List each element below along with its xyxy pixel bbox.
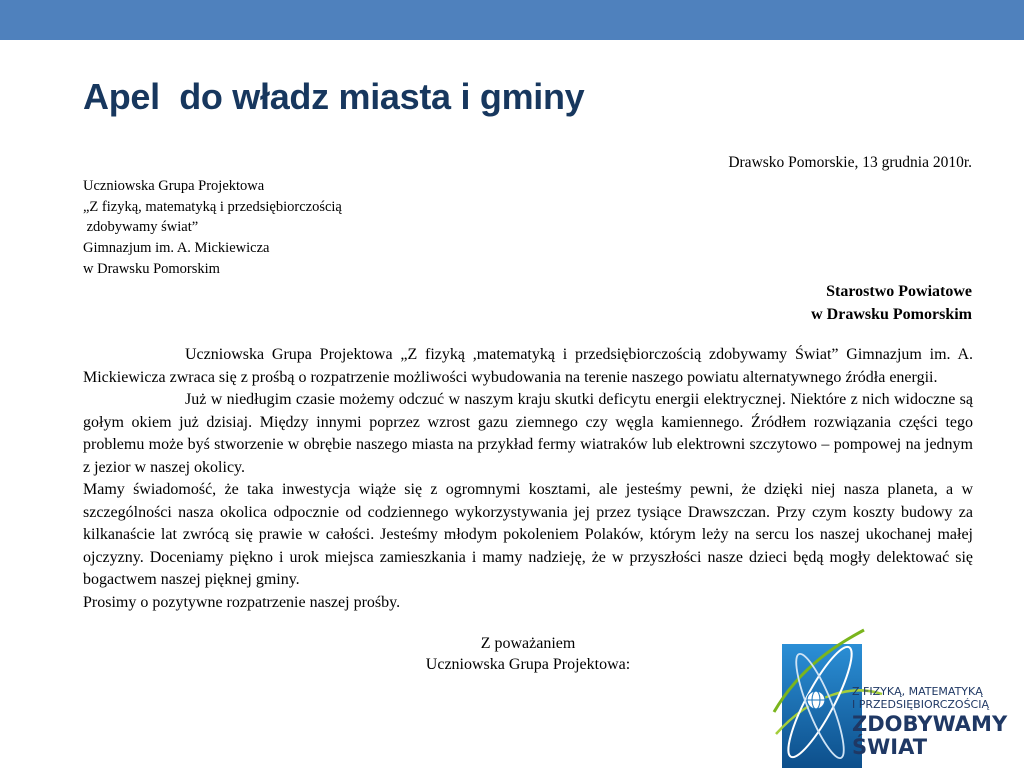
logo-headline-1: ZDOBYWAMY (852, 712, 1008, 736)
logo-tagline-1: Z FIZYKĄ, MATEMATYKĄ (852, 685, 983, 698)
sender-line: w Drawsku Pomorskim (83, 260, 220, 277)
logo-tagline-2: I PRZEDSIĘBIORCZOŚCIĄ (852, 698, 990, 711)
paragraph: Mamy świadomość, że taka inwestycja wiąże się z ogromnymi kosztami, ale jesteśmy pewni, że dzięki niej nasza planeta, a w szczególności nasza okolica odpocznie od codziennego wykorzystywania jej przez tysiące Drawszczan. Przy czym koszty budowy za kilkanaście lat zwrócą się prawie w całości. Jesteśmy młodym pokoleniem Polaków, którym leży na sercu los naszej ukochanej małej ojczyzny. Doceniamy piękno i urok miejsca zamieszkania i mamy nadzieję, że w przyszłości nasze dzieci będą mogły delektować się bogactwem naszej pięknej gminy. (83, 481, 973, 588)
sender-line: zdobywamy świat” (83, 219, 199, 236)
recipient-line: Starostwo Powiatowe (826, 283, 972, 300)
sender-line: „Z fizyką, matematyką i przedsiębiorczością (83, 198, 342, 215)
slide-title: Apel do władz miasta i gminy (83, 76, 585, 117)
sender-line: Gimnazjum im. A. Mickiewicza (83, 240, 270, 257)
recipient-address (811, 280, 972, 326)
logo-headline-2: ŚWIAT (852, 735, 928, 759)
letter-body (83, 344, 973, 614)
closing-line: Uczniowska Grupa Projektowa: (425, 656, 631, 673)
sender-address (83, 176, 342, 280)
sender-line: Uczniowska Grupa Projektowa (83, 178, 265, 194)
paragraph: Uczniowska Grupa Projektowa „Z fizyką ,matematyką i przedsiębiorczością zdobywamy Świat” Gimnazjum im. A. Mickiewicza zwraca się z prośbą o rozpatrzenie możliwości wybudowania na terenie naszego powiatu alternatywnego źródła energii. (83, 346, 973, 386)
project-logo (772, 624, 1024, 768)
letter-date: Drawsko Pomorskie, 13 grudnia 2010r. (728, 154, 972, 171)
paragraph: Już w niedługim czasie możemy odczuć w naszym kraju skutki deficytu energii elektrycznej. Niektóre z nich widoczne są gołym okiem już dzisiaj. Między innymi poprzez wzrost gazu ziemnego czy węgla kamiennego. Źródłem rozwiązania części tego problemu może byś stworzenie w obrębie naszego miasta na przykład fermy wiatraków lub elektrowni szczytowo – pompowej na jednym z jezior w naszej okolicy. (83, 391, 973, 476)
globe-icon (807, 691, 825, 709)
paragraph: Prosimy o pozytywne rozpatrzenie naszej prośby. (83, 593, 401, 611)
closing-line: Z poważaniem (480, 635, 576, 652)
header-bar (0, 0, 1024, 40)
recipient-line: w Drawsku Pomorskim (811, 306, 972, 323)
